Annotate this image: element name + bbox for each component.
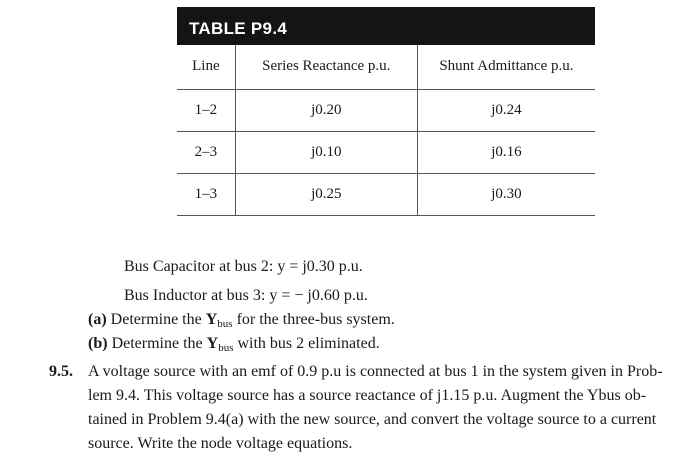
part-b-label: (b) [88, 335, 108, 352]
part-b-text-after: with bus 2 eliminated. [233, 335, 380, 352]
header-series-reactance: Series Reactance p.u. [235, 45, 417, 89]
part-a-label: (a) [88, 311, 107, 328]
ybus-subscript: bus [218, 342, 234, 354]
cell-shunt-admittance: j0.16 [417, 131, 595, 173]
ybus-symbol: Y [206, 335, 219, 352]
line-data-table [177, 45, 595, 216]
problem-line-2: lem 9.4. This voltage source has a source reactance of j1.15 p.u. Augment the Ybus ob- [88, 387, 647, 404]
problem-number: 9.5. [49, 363, 73, 380]
part-a-text-before: Determine the [110, 311, 206, 328]
problem-line-4: source. Write the node voltage equations. [88, 435, 353, 452]
header-line: Line [177, 45, 235, 89]
cell-line: 1–2 [177, 89, 235, 131]
cell-shunt-admittance: j0.30 [417, 173, 595, 215]
ybus-symbol: Y [205, 311, 218, 328]
bus-capacitor-note: Bus Capacitor at bus 2: y = j0.30 p.u. [124, 258, 363, 275]
part-b [88, 333, 380, 355]
table-title: TABLE P9.4 [177, 7, 595, 45]
table-row [177, 173, 595, 215]
table-row [177, 131, 595, 173]
problem-line-1: A voltage source with an emf of 0.9 p.u is connected at bus 1 in the system given in Prob- [88, 363, 663, 380]
bus-inductor-note: Bus Inductor at bus 3: y = − j0.60 p.u. [124, 287, 368, 304]
part-a-text-after: for the three-bus system. [232, 311, 395, 328]
part-b-text-before: Determine the [111, 335, 207, 352]
header-shunt-admittance: Shunt Admittance p.u. [417, 45, 595, 89]
cell-series-reactance: j0.25 [235, 173, 417, 215]
table-header-row [177, 45, 595, 89]
part-a [88, 309, 395, 331]
ybus-subscript: bus [217, 318, 233, 330]
cell-line: 2–3 [177, 131, 235, 173]
table-row [177, 89, 595, 131]
cell-series-reactance: j0.20 [235, 89, 417, 131]
cell-shunt-admittance: j0.24 [417, 89, 595, 131]
problem-line-3: tained in Problem 9.4(a) with the new source, and convert the voltage source to a current [88, 411, 657, 428]
cell-line: 1–3 [177, 173, 235, 215]
cell-series-reactance: j0.10 [235, 131, 417, 173]
